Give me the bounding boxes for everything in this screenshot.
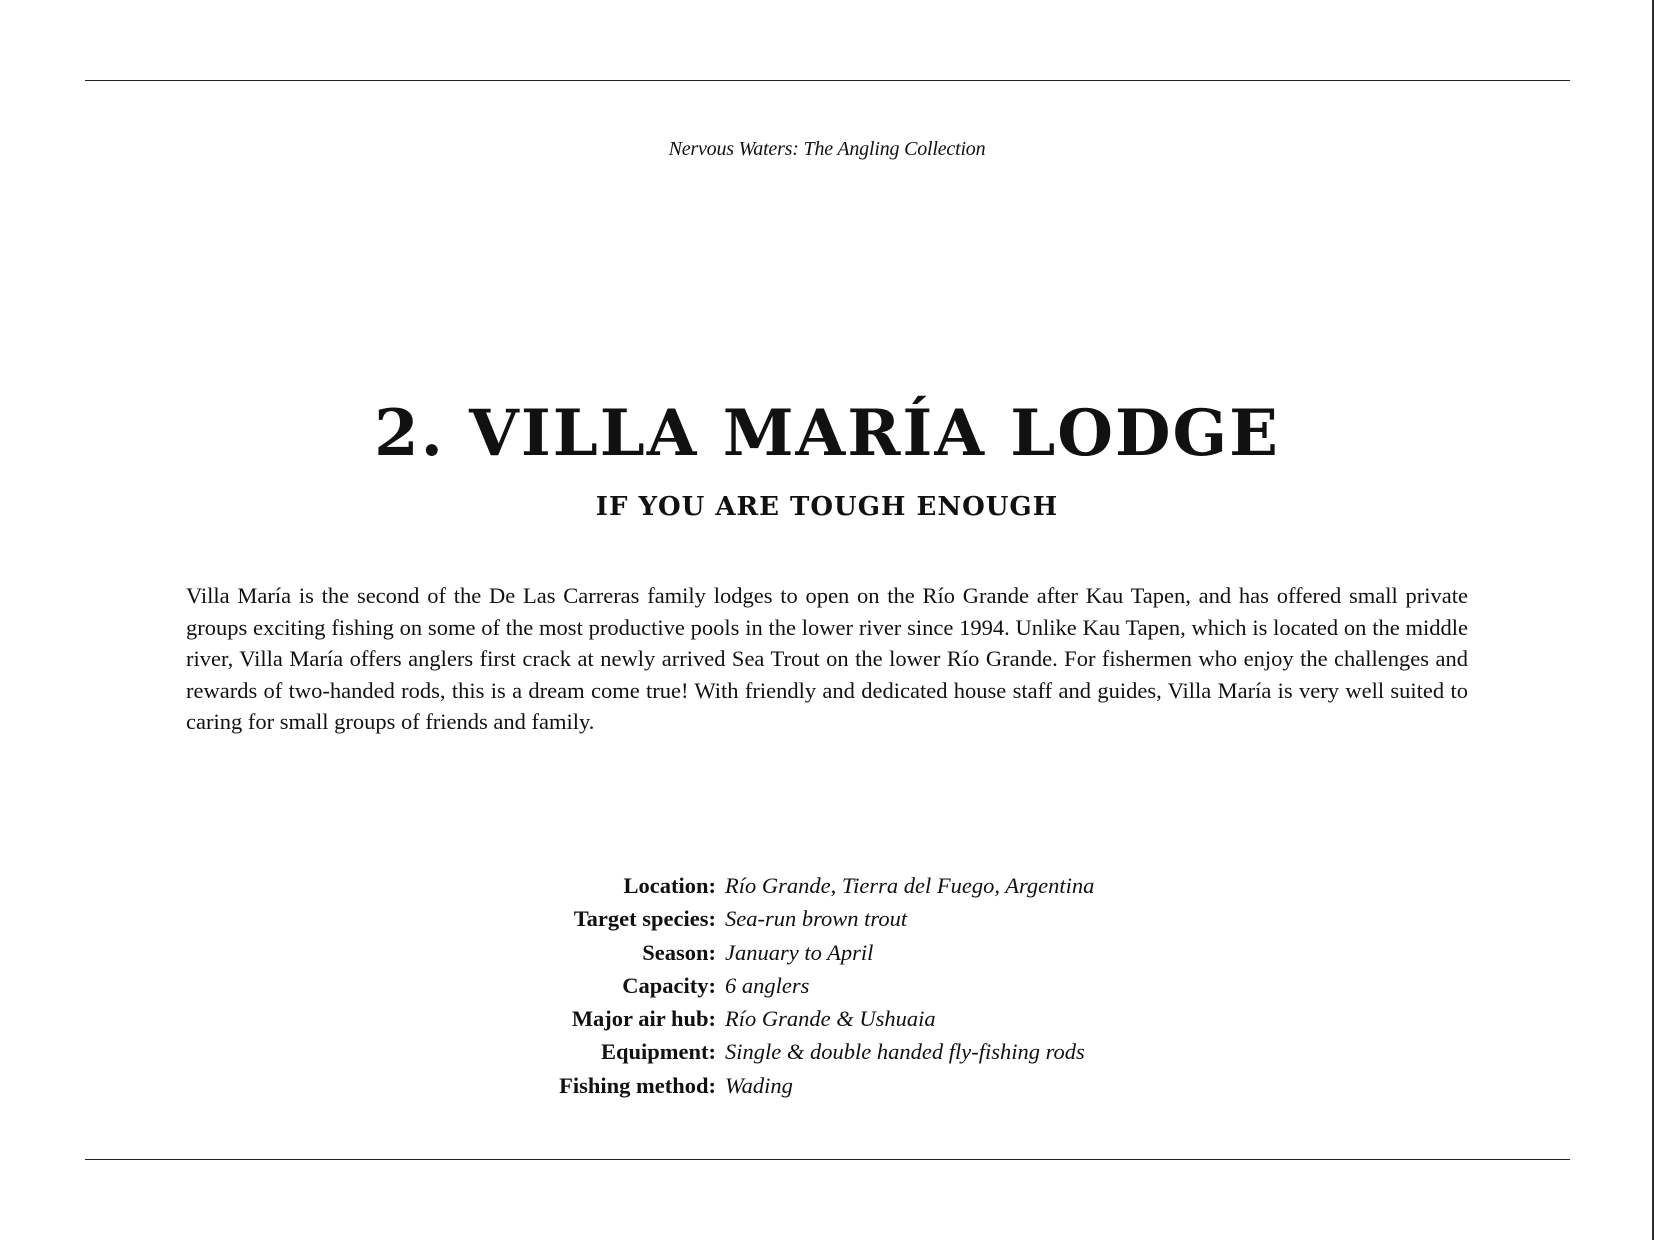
detail-label: Major air hub: (571, 1006, 716, 1032)
bottom-rule (85, 1159, 1570, 1160)
detail-label: Location: (623, 873, 716, 898)
detail-value: January to April (725, 939, 874, 965)
detail-label: Target species: (573, 906, 716, 932)
detail-row-fishing-method (480, 1073, 1280, 1106)
top-rule (85, 80, 1570, 81)
detail-value: 6 anglers (725, 972, 810, 998)
detail-row-equipment (480, 1039, 1280, 1072)
detail-value: Wading (725, 1072, 793, 1098)
detail-value: Sea-run brown trout (725, 906, 908, 932)
body-paragraph: Villa María is the second of the De Las Carreras family lodges to open on the Río Grande after Kau Tapen, and has offered small private groups exciting fishing on some of the most productive pools in the lower river since 1994. Unlike Kau Tapen, which is located on the middle river, Villa María offers anglers first crack at newly arrived Sea Trout on the lower Río Grande. For fishermen who enjoy the challenges and rewards of two-handed rods, this is a dream come true! With friendly and dedicated house staff and guides, Villa María is very well suited to caring for small groups of friends and family. (186, 583, 1468, 734)
detail-row-air-hub (480, 1006, 1280, 1039)
detail-value: Río Grande & Ushuaia (725, 1006, 936, 1032)
detail-row-location (480, 873, 1280, 906)
detail-value: Single & double handed fly-fishing rods (725, 1039, 1085, 1065)
detail-row-capacity (480, 973, 1280, 1006)
detail-label: Fishing method: (559, 1072, 716, 1098)
detail-label: Equipment: (600, 1039, 716, 1065)
detail-row-season (480, 940, 1280, 973)
details-list (480, 873, 1280, 1106)
detail-row-target-species (480, 906, 1280, 939)
detail-value: Río Grande, Tierra del Fuego, Argentina (725, 873, 1095, 898)
page-subtitle: IF YOU ARE TOUGH ENOUGH (595, 492, 1059, 522)
running-header: Nervous Waters: The Angling Collection (668, 138, 986, 160)
page-title: 2. VILLA MARÍA LODGE (374, 396, 1280, 471)
detail-label: Season: (642, 939, 716, 965)
detail-label: Capacity: (622, 972, 716, 998)
